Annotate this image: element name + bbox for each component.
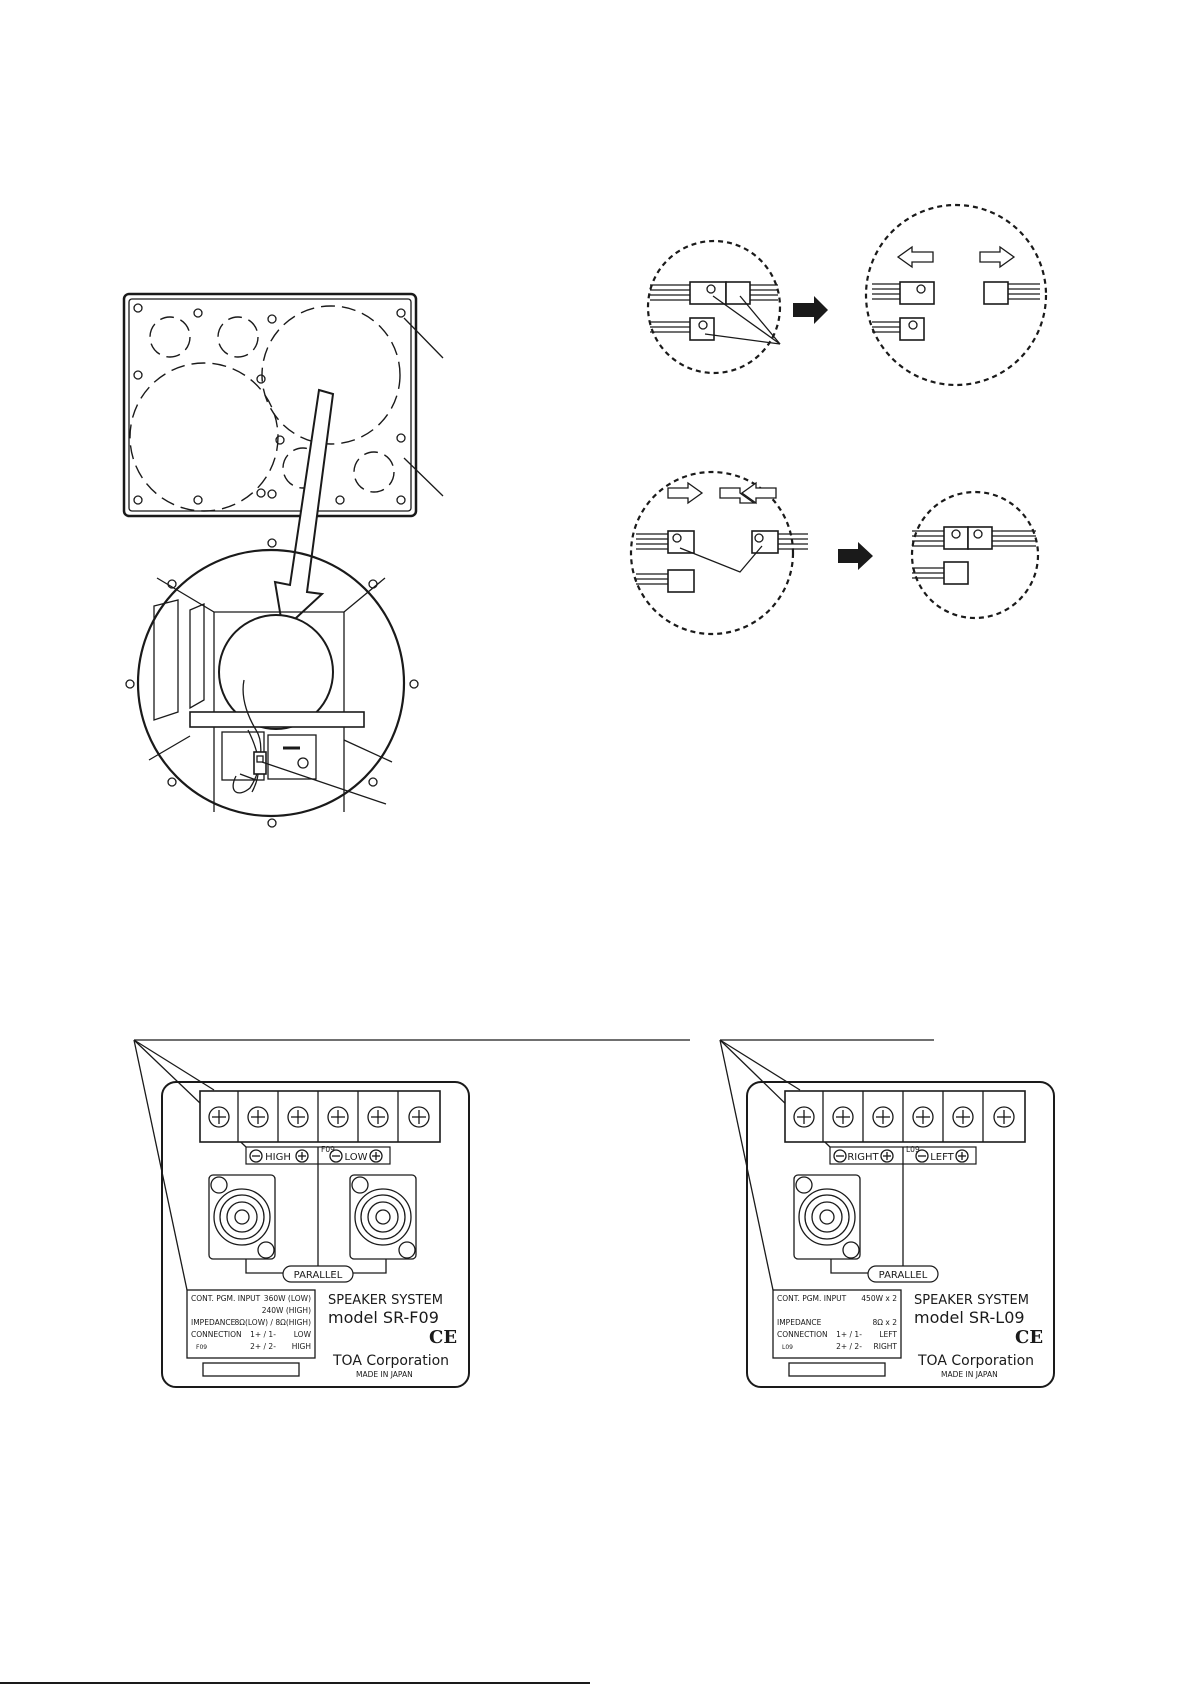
speaker-front-baffle [124,294,443,516]
inner-detail-view [126,539,418,827]
step-arrow-1 [793,296,828,324]
spec-label-input: CONT. PGM. INPUT [191,1294,261,1303]
made-in: MADE IN JAPAN [356,1370,413,1379]
connector-detail-4 [912,492,1038,618]
parallel-label: PARALLEL [878,1270,928,1281]
step-arrow-2 [838,542,873,570]
left-tag: L09 [906,1145,920,1154]
connector-detail-2 [866,205,1046,385]
spec-label-connection: CONNECTION [777,1330,828,1339]
ce-mark: CE [429,1327,458,1348]
spec-connection-2-value: RIGHT [873,1342,897,1351]
spec-model-tag: F09 [196,1344,208,1351]
spec-label-input: CONT. PGM. INPUT [777,1294,847,1303]
made-in: MADE IN JAPAN [941,1370,998,1379]
spec-connection-1: 1+ / 1- [250,1330,276,1339]
model-name: model SR-F09 [328,1308,439,1327]
terminal-label-right: RIGHT [847,1152,879,1163]
spec-value-impedance: 8Ω(LOW) / 8Ω(HIGH) [234,1318,311,1327]
ce-mark: CE [1015,1327,1044,1348]
spec-connection-2-value: HIGH [291,1342,311,1351]
parallel-label: PARALLEL [293,1270,343,1281]
spec-connection-1-value: LEFT [879,1330,897,1339]
spec-connection-2: 2+ / 2- [836,1342,862,1351]
spec-value-impedance: 8Ω x 2 [872,1318,897,1327]
terminal-label-low: LOW [344,1152,368,1163]
panel-sr-l09 [720,1040,1054,1387]
spec-connection-1: 1+ / 1- [836,1330,862,1339]
connector-detail-3 [631,472,808,634]
terminal-label-left: LEFT [930,1152,954,1163]
spec-label-impedance: IMPEDANCE [191,1318,236,1327]
low-tag: F09 [321,1145,335,1154]
connector-detail-1 [648,241,780,373]
speakon-socket-1 [209,1175,275,1259]
system-title: SPEAKER SYSTEM [914,1293,1029,1308]
speakon-socket-3 [794,1175,860,1259]
corporation-name: TOA Corporation [333,1353,450,1369]
panel-sr-f09 [134,1040,690,1387]
spec-connection-2: 2+ / 2- [250,1342,276,1351]
spec-connection-1-value: LOW [293,1330,311,1339]
spec-label-impedance: IMPEDANCE [777,1318,822,1327]
spec-label-connection: CONNECTION [191,1330,242,1339]
corporation-name: TOA Corporation [918,1353,1035,1369]
spec-model-tag: L09 [782,1344,793,1351]
spec-value-input-high: 240W (HIGH) [261,1306,311,1315]
system-title: SPEAKER SYSTEM [328,1293,443,1308]
model-name: model SR-L09 [914,1308,1025,1327]
terminal-label-high: HIGH [265,1152,291,1163]
spec-value-input-low: 360W (LOW) [263,1294,311,1303]
speakon-socket-2 [350,1175,416,1259]
spec-value-input: 450W x 2 [861,1294,897,1303]
